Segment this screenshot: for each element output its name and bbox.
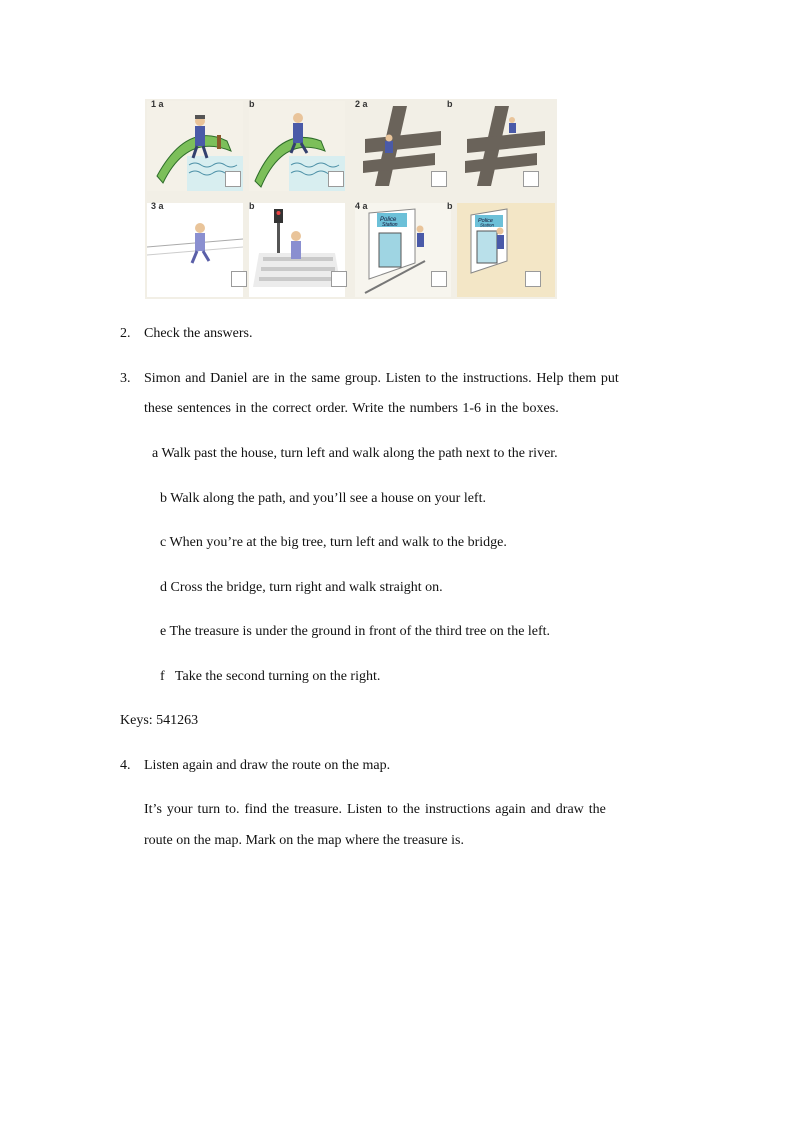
- sentence-c: c When you’re at the big tree, turn left and walk to the bridge.: [160, 535, 507, 550]
- item-3-line-1: Simon and Daniel are in the same group. Listen to the instructions. Help them put: [144, 371, 619, 386]
- sentence-a: a Walk past the house, turn left and walk along the path next to the river.: [152, 446, 558, 461]
- item-4-para-line-1: It’s your turn to. find the treasure. Listen to the instructions again and draw the: [144, 802, 606, 817]
- crossroads-scene-image: [457, 101, 555, 191]
- item-4-text: Listen again and draw the route on the map.: [144, 758, 391, 773]
- panel-2a-label: 2 a: [355, 99, 368, 109]
- panel-3a-street: [147, 203, 243, 297]
- panel-2b-label: b: [447, 99, 453, 109]
- police-sign-text-1: Police: [478, 218, 493, 224]
- panel-4b-label: b: [447, 201, 453, 211]
- panel-3a-label: 3 a: [151, 201, 164, 211]
- street-scene-image: [147, 203, 243, 297]
- answer-box-4b[interactable]: [525, 271, 541, 287]
- panel-2b-crossroads: [457, 101, 555, 191]
- item-4-number: 4.: [120, 758, 131, 773]
- item-2-number: 2.: [120, 326, 131, 341]
- item-3-number: 3.: [120, 371, 131, 386]
- sentence-d: d Cross the bridge, turn right and walk straight on.: [160, 580, 443, 595]
- answer-box-4a[interactable]: [431, 271, 447, 287]
- item-4-para-line-2: route on the map. Mark on the map where the treasure is.: [144, 833, 464, 848]
- police-sign-text-2: Station: [480, 222, 495, 228]
- sentence-e: e The treasure is under the ground in front of the third tree on the left.: [160, 624, 551, 639]
- panel-3b-label: b: [249, 201, 255, 211]
- answer-box-1a[interactable]: [225, 171, 241, 187]
- police-sign-text-1: Police: [380, 217, 397, 223]
- item-2-text: Check the answers.: [144, 326, 253, 341]
- panel-4a-label: 4 a: [355, 201, 368, 211]
- item-3-line-2: these sentences in the correct order. Write the numbers 1-6 in the boxes.: [144, 401, 559, 416]
- answer-box-2b[interactable]: [523, 171, 539, 187]
- sentence-b: b Walk along the path, and you’ll see a house on your left.: [160, 491, 486, 506]
- exercise-illustration: [145, 99, 557, 299]
- answer-box-1b[interactable]: [328, 171, 344, 187]
- sentence-f: f Take the second turning on the right.: [160, 669, 381, 684]
- answer-box-2a[interactable]: [431, 171, 447, 187]
- answer-keys: Keys: 541263: [120, 713, 199, 728]
- answer-box-3b[interactable]: [331, 271, 347, 287]
- answer-box-3a[interactable]: [231, 271, 247, 287]
- panel-1a-label: 1 a: [151, 99, 164, 109]
- panel-1b-label: b: [249, 99, 255, 109]
- police-sign-text-2: Station: [382, 222, 398, 228]
